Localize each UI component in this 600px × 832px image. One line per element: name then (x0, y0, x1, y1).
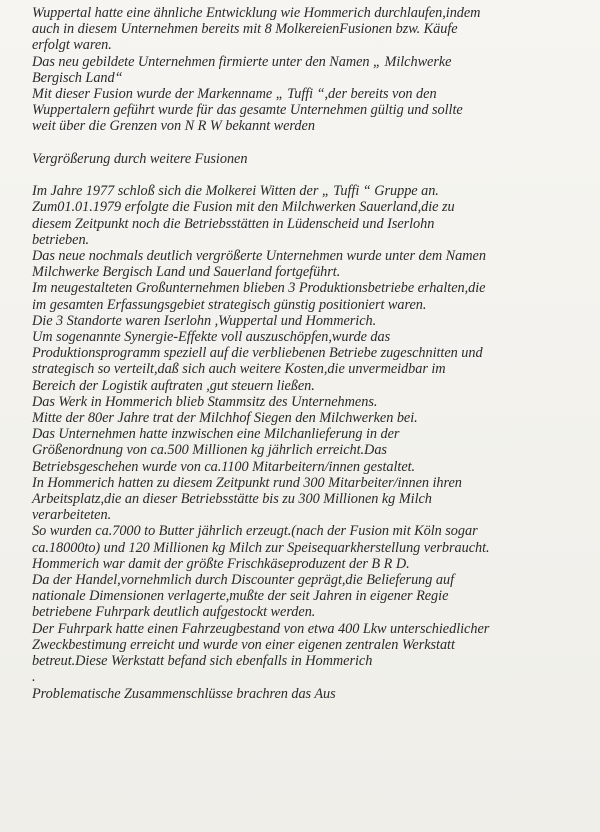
text-line: nationale Dimensionen verlagerte,mußte der seit Jahren in eigener Regie (32, 588, 449, 605)
text-line: Betriebsgeschehen wurde von ca.1100 Mitarbeitern/innen gestaltet. (32, 458, 416, 475)
text-line: Hommerich war damit der größte Frischkäseproduzent der B R D. (32, 555, 410, 572)
text-line: im gesamten Erfassungsgebiet strategisch günstig positioniert waren. (32, 296, 427, 313)
text-line: betreut.Diese Werkstatt befand sich ebenfalls in Hommerich (32, 653, 373, 670)
intro-paragraph-1 (32, 5, 586, 54)
text-line: Das neue nochmals deutlich vergrößerte Unternehmen wurde unter dem Namen (32, 248, 486, 265)
text-line: betriebene Fuhrpark deutlich aufgestockt werden. (32, 604, 316, 621)
text-line: weit über die Grenzen von N R W bekannt werden (32, 118, 315, 135)
section-heading: Problematische Zusammenschlüsse brachren das Aus (32, 685, 336, 702)
text-line: Größenordnung von ca.500 Millionen kg jährlich erreicht.Das (32, 442, 387, 459)
text-line: erfolgt waren. (32, 37, 112, 54)
text-line: auch in diesem Unternehmen bereits mit 8 MolkereienFusionen bzw. Käufe (32, 21, 458, 38)
text-line: Bergisch Land“ (32, 69, 123, 86)
text-line: Wuppertal hatte eine ähnliche Entwicklung wie Hommerich durchlaufen,indem (32, 5, 481, 21)
intro-paragraph-2 (32, 54, 586, 86)
text-line: Bereich der Logistik auftraten ,gut steuern ließen. (32, 377, 315, 394)
text-line: Im Jahre 1977 schloß sich die Molkerei Witten der „ Tuffi “ Gruppe an. (32, 183, 439, 200)
text-line: Mitte der 80er Jahre trat der Milchhof Siegen den Milchwerken bei. (32, 410, 418, 427)
text-line: strategisch so verteilt,daß sich auch weitere Kosten,die unvermeidbar im (32, 361, 446, 378)
text-line: So wurden ca.7000 to Butter jährlich erzeugt.(nach der Fusion mit Köln sogar (32, 523, 478, 540)
text-line: Wuppertalern geführt wurde für das gesamte Unternehmen gültig und sollte (32, 102, 463, 119)
text-line: In Hommerich hatten zu diesem Zeitpunkt rund 300 Mitarbeiter/innen ihren (32, 474, 462, 491)
intro-paragraph-3 (32, 86, 586, 135)
text-line: Arbeitsplatz,die an dieser Betriebsstätte bis zu 300 Millionen kg Milch (32, 491, 432, 508)
section-body (32, 183, 586, 669)
text-line: Da der Handel,vornehmlich durch Discounter geprägt,die Belieferung auf (32, 572, 455, 589)
text-line: Das Unternehmen hatte inzwischen eine Milchanlieferung in der (32, 426, 400, 443)
stray-dot: . (32, 669, 36, 686)
text-line: Das Werk in Hommerich blieb Stammsitz des Unternehmens. (32, 393, 378, 410)
text-line: Im neugestalteten Großunternehmen blieben 3 Produktionsbetriebe erhalten,die (32, 280, 486, 297)
text-line: Das neu gebildete Unternehmen firmierte unter den Namen „ Milchwerke (32, 53, 452, 70)
text-line: betrieben. (32, 231, 90, 248)
text-line: Um sogenannte Synergie-Effekte voll auszuschöpfen,wurde das (32, 329, 391, 346)
text-line: Zum01.01.1979 erfolgte die Fusion mit den Milchwerken Sauerland,die zu (32, 199, 455, 216)
text-line: ca.18000to) und 120 Millionen kg Milch zur Speisequarkherstellung verbraucht. (32, 539, 490, 556)
text-line: Die 3 Standorte waren Iserlohn ,Wuppertal und Hommerich. (32, 312, 377, 329)
text-line: Zweckbestimung erreicht und wurde von einer eigenen zentralen Werkstatt (32, 636, 455, 653)
text-line: Milchwerke Bergisch Land und Sauerland fortgeführt. (32, 264, 341, 281)
text-line: Mit dieser Fusion wurde der Markenname „ Tuffi “,der bereits von den (32, 86, 437, 103)
text-line: diesem Zeitpunkt noch die Betriebsstätten in Lüdenscheid und Iserlohn (32, 215, 435, 232)
text-line: Der Fuhrpark hatte einen Fahrzeugbestand von etwa 400 Lkw unterschiedlicher (32, 620, 490, 637)
text-line: verarbeiteten. (32, 507, 112, 524)
section-heading: Vergrößerung durch weitere Fusionen (32, 150, 248, 167)
text-line: Produktionsprogramm speziell auf die verbliebenen Betriebe zugeschnitten und (32, 345, 483, 362)
